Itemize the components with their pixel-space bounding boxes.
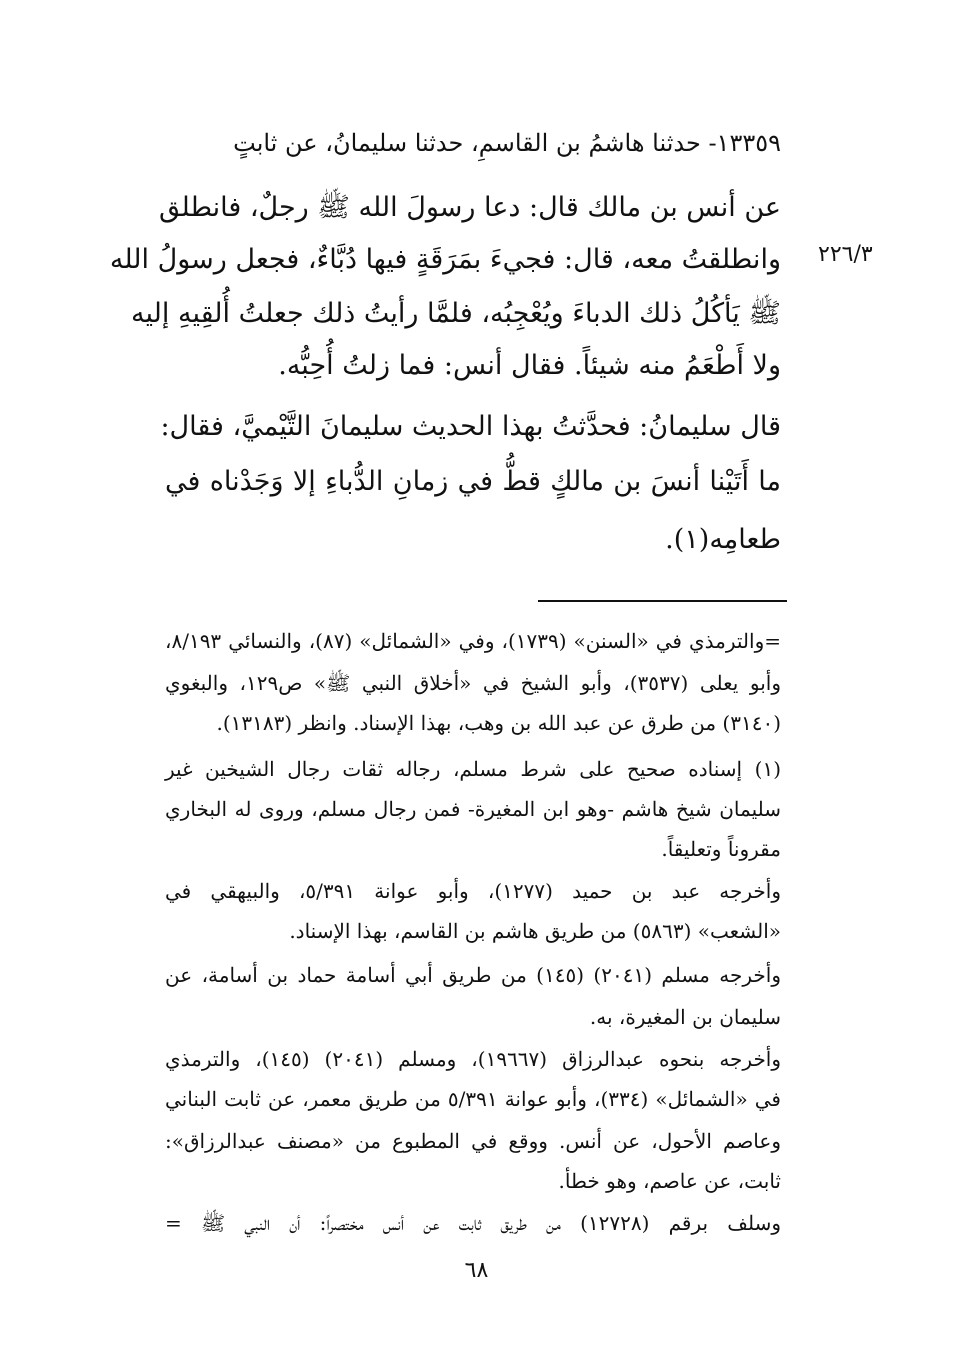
margin-reference: ٢٢٦/٣ <box>818 242 873 267</box>
hadith-line: ﷺ يَأكُلُ ذلك الدباءَ ويُعْجِبُه، فلمَّا رأيتُ ذلك جعلتُ أُلقِيهِ إليه <box>131 298 781 329</box>
footnote-line: (٣١٤٠) من طرق عن عبد الله بن وهب، بهذا الإسناد. وانظر (١٣١٨٣). <box>216 711 781 735</box>
hadith-line: ولا أَطْعَمُ منه شيئاً. فقال أنس: فما زلتُ أُحِبُّه. <box>278 350 781 381</box>
hadith-line: عن أنس بن مالك قال: دعا رسولَ الله ﷺ رجلٌ، فانطلق <box>158 192 781 223</box>
footnote-line: سليمان شيخ هاشم -وهو ابن المغيرة- فمن رجال مسلم، وروى له البخاري <box>165 797 781 821</box>
page-number: ٦٨ <box>464 1258 489 1283</box>
hadith-header: ١٣٣٥٩- حدثنا هاشمُ بن القاسمِ، حدثنا سليمانُ، عن ثابتٍ <box>233 129 781 157</box>
footnote-line: وأخرجه بنحوه عبدالرزاق (١٩٦٦٧)، ومسلم (٢٠٤١) (١٤٥)، والترمذي <box>165 1047 782 1071</box>
hadith-line: قال سليمانُ: فحدَّثتُ بهذا الحديث سليمانَ التَّيْميَّ، فقال: <box>160 411 781 442</box>
footnote-line: «الشعب» (٥٨٦٣) من طريق هاشم بن القاسم، بهذا الإسناد. <box>289 919 781 943</box>
footnote-line: سليمان بن المغيرة، به. <box>589 1005 781 1029</box>
footnote-separator <box>538 600 787 602</box>
hadith-line: ما أَتَيْنا أنسَ بن مالكٍ قطُّ في زمانِ الدُّباءِ إلا وَجَدْناه في <box>165 466 781 497</box>
footnote-line: وأخرجه عبد بن حميد (١٢٧٧)، وأبو عوانة ٥/٣٩١، والبيهقي في <box>165 879 782 903</box>
footnote-line: وسلف برقم (١٢٧٢٨) من طريق ثابت عن أنس مختصراً: أن النبي ﷺ = <box>165 1211 781 1235</box>
footnote-line: مقروناً وتعليقاً. <box>661 837 781 861</box>
hadith-line: وانطلقتُ معه، قال: فجيءَ بمَرَقَةٍ فيها دُبَّاءٌ، فجعل رسولُ الله <box>109 244 781 275</box>
hadith-line: طعامِه(١). <box>665 524 781 555</box>
footnote-line: في «الشمائل» (٣٣٤)، وأبو عوانة ٥/٣٩١ من طريق معمر، عن ثابت البناني <box>165 1087 781 1111</box>
footnote-line: (١) إسناده صحيح على شرط مسلم، رجاله ثقات رجال الشيخين غير <box>165 757 781 781</box>
footnote-line: وعاصم الأحول، عن أنس. ووقع في المطبوع من «مصنف عبدالرزاق»: <box>165 1129 781 1153</box>
footnote-line: ثابت، عن عاصم، وهو خطأ. <box>558 1169 781 1193</box>
footnote-line: =والترمذي في «السنن» (١٧٣٩)، وفي «الشمائل» (٨٧)، والنسائي ٨/١٩٣، <box>165 629 781 653</box>
footnote-line: وأبو يعلى (٣٥٣٧)، وأبو الشيخ في «أخلاق النبي ﷺ» ص١٢٩، والبغوي <box>165 671 781 695</box>
footnote-line: وأخرجه مسلم (٢٠٤١) (١٤٥) من طريق أبي أسامة حماد بن أسامة، عن <box>165 963 781 987</box>
